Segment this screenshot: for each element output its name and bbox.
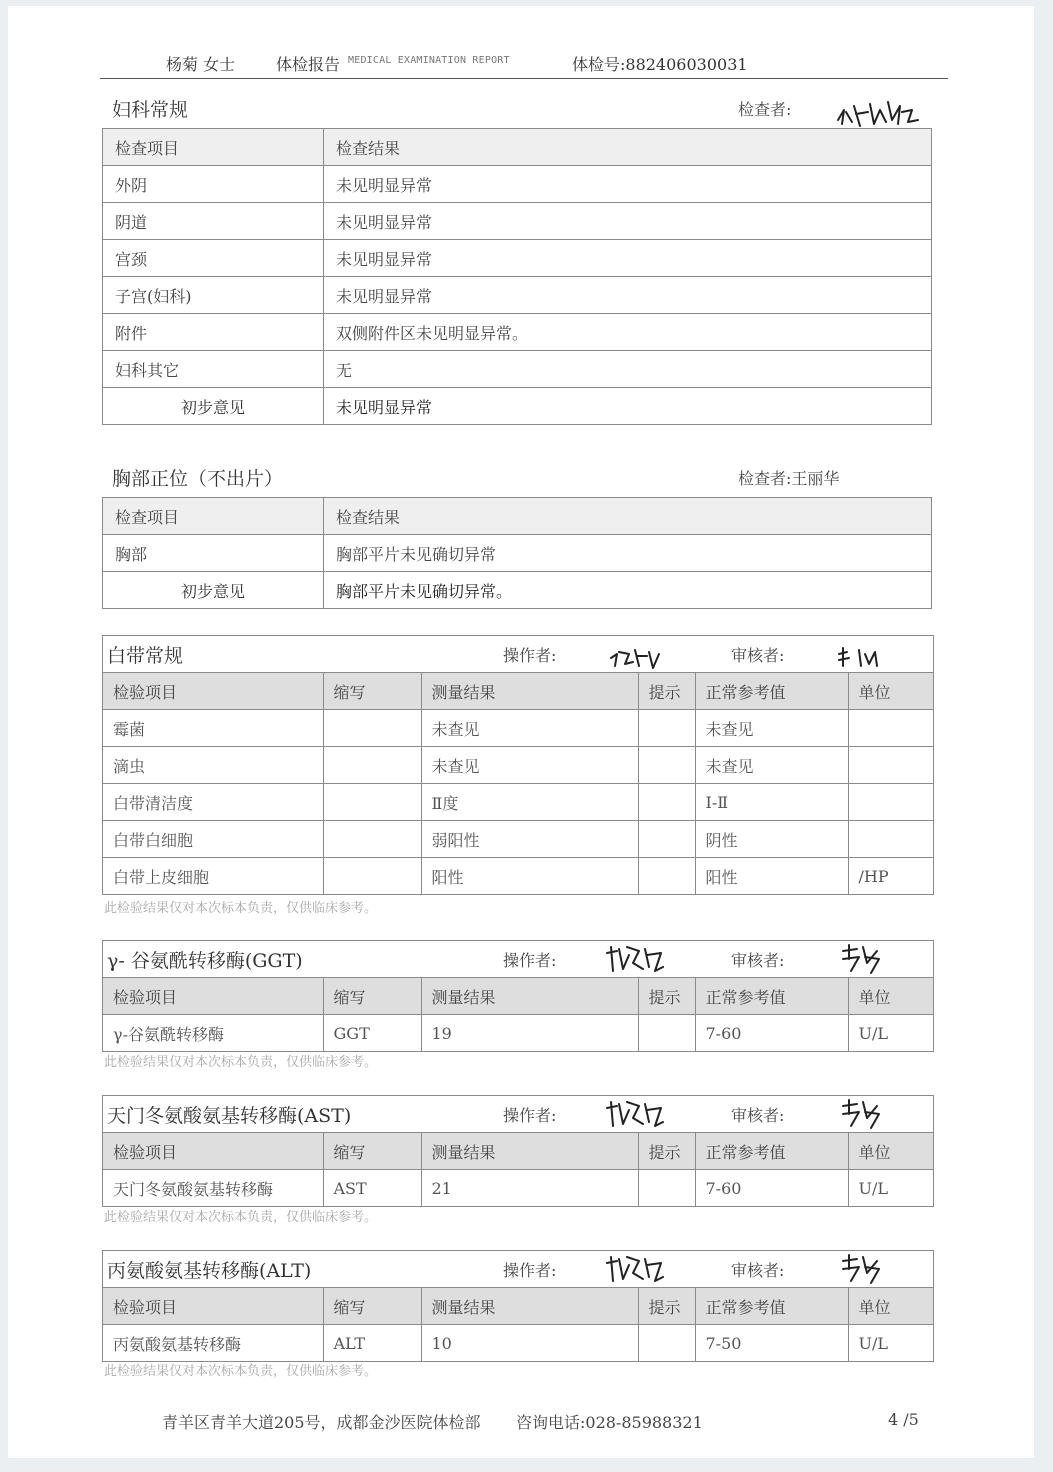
opinion-row xyxy=(103,572,932,609)
result-cell: 未见明显异常 xyxy=(324,240,932,277)
opinion-label: 初步意见 xyxy=(103,572,324,609)
item-cell: 霉菌 xyxy=(103,710,323,747)
abbr-cell xyxy=(323,858,421,895)
result-cell: 未查见 xyxy=(421,710,638,747)
header-cell: 测量结果 xyxy=(421,978,638,1015)
ast-panel xyxy=(102,1095,934,1207)
operator-signature xyxy=(603,1098,667,1130)
ggt-panel xyxy=(102,940,934,1052)
table-row xyxy=(103,166,932,203)
abbr-cell: AST xyxy=(323,1170,421,1207)
abbr-cell xyxy=(323,747,421,784)
header-cell: 正常参考值 xyxy=(695,978,848,1015)
patient-name: 杨菊 女士 xyxy=(166,55,236,74)
panel-title: 丙氨酸氨基转移酶(ALT) xyxy=(107,1260,312,1282)
operator-label: 操作者: xyxy=(503,951,557,970)
gyn-examiner-label: 检查者: xyxy=(738,100,792,119)
header-cell: 检验项目 xyxy=(103,978,323,1015)
result-cell: 未查见 xyxy=(421,747,638,784)
unit-cell xyxy=(848,784,933,821)
exam-number: 体检号:882406030031 xyxy=(572,55,748,74)
ast-table xyxy=(103,1133,933,1206)
header-cell: 检查项目 xyxy=(103,129,324,166)
chest-section-title: 胸部正位（不出片） xyxy=(112,468,284,490)
report-title: 体检报告 xyxy=(276,55,341,74)
table-header-row xyxy=(103,1288,933,1325)
reviewer-signature xyxy=(839,1098,883,1130)
hint-cell xyxy=(638,1015,695,1052)
header-cell: 提示 xyxy=(638,1288,695,1325)
item-cell: 丙氨酸氨基转移酶 xyxy=(103,1325,323,1362)
abbr-cell: GGT xyxy=(323,1015,421,1052)
result-cell: 10 xyxy=(421,1325,638,1362)
unit-cell xyxy=(848,821,933,858)
footer-address: 青羊区青羊大道205号，成都金沙医院体检部 xyxy=(162,1413,481,1432)
table-header-row xyxy=(103,1133,933,1170)
reviewer-label: 审核者: xyxy=(731,1106,785,1125)
footer-phone: 咨询电话:028-85988321 xyxy=(516,1413,703,1432)
unit-cell: U/L xyxy=(848,1015,933,1052)
hint-cell xyxy=(638,747,695,784)
gyn-section-title: 妇科常规 xyxy=(112,99,189,121)
header-cell: 正常参考值 xyxy=(695,1288,848,1325)
chest-examiner: 检查者:王丽华 xyxy=(738,469,840,488)
reference-cell: Ⅰ-Ⅱ xyxy=(695,784,848,821)
header-cell: 检验项目 xyxy=(103,1288,323,1325)
hint-cell xyxy=(638,1170,695,1207)
table-row xyxy=(103,1325,933,1362)
table-row xyxy=(103,1015,933,1052)
table-row xyxy=(103,314,932,351)
item-cell: 阴道 xyxy=(103,203,324,240)
table-row xyxy=(103,203,932,240)
reviewer-label: 审核者: xyxy=(731,1261,785,1280)
chest-table xyxy=(102,497,932,609)
leukorrhea-table xyxy=(103,673,933,894)
header-cell: 单位 xyxy=(848,1133,933,1170)
reference-cell: 7-50 xyxy=(695,1325,848,1362)
abbr-cell xyxy=(323,784,421,821)
item-cell: 外阴 xyxy=(103,166,324,203)
alt-panel xyxy=(102,1250,934,1362)
opinion-row xyxy=(103,388,932,425)
reviewer-signature xyxy=(839,1253,883,1285)
item-cell: 宫颈 xyxy=(103,240,324,277)
item-cell: 附件 xyxy=(103,314,324,351)
panel-title-row xyxy=(103,941,933,978)
result-cell: 胸部平片未见确切异常 xyxy=(324,535,932,572)
opinion-label: 初步意见 xyxy=(103,388,324,425)
header-cell: 检验项目 xyxy=(103,1133,323,1170)
header-cell: 单位 xyxy=(848,673,933,710)
header-cell: 缩写 xyxy=(323,1288,421,1325)
header-cell: 检查结果 xyxy=(324,498,932,535)
result-cell: 阳性 xyxy=(421,858,638,895)
opinion-value: 未见明显异常 xyxy=(324,388,932,425)
leukorrhea-panel xyxy=(102,635,934,895)
result-cell: Ⅱ度 xyxy=(421,784,638,821)
item-cell: 滴虫 xyxy=(103,747,323,784)
unit-cell: U/L xyxy=(848,1325,933,1362)
header-cell: 提示 xyxy=(638,1133,695,1170)
abbr-cell xyxy=(323,710,421,747)
table-header-row xyxy=(103,498,932,535)
result-cell: 双侧附件区未见明显异常。 xyxy=(324,314,932,351)
result-cell: 19 xyxy=(421,1015,638,1052)
header-cell: 提示 xyxy=(638,978,695,1015)
page-number: 4 /5 xyxy=(888,1410,919,1429)
reviewer-signature xyxy=(835,644,885,672)
reviewer-label: 审核者: xyxy=(731,646,785,665)
operator-label: 操作者: xyxy=(503,646,557,665)
item-cell: 白带上皮细胞 xyxy=(103,858,323,895)
operator-signature xyxy=(603,1253,667,1285)
result-cell: 未见明显异常 xyxy=(324,166,932,203)
panel-title: 白带常规 xyxy=(107,645,184,667)
panel-title: γ- 谷氨酰转移酶(GGT) xyxy=(107,950,303,972)
item-cell: 妇科其它 xyxy=(103,351,324,388)
reference-cell: 7-60 xyxy=(695,1170,848,1207)
item-cell: 天门冬氨酸氨基转移酶 xyxy=(103,1170,323,1207)
result-cell: 21 xyxy=(421,1170,638,1207)
reference-cell: 7-60 xyxy=(695,1015,848,1052)
table-row xyxy=(103,351,932,388)
operator-signature xyxy=(603,943,667,975)
header-cell: 缩写 xyxy=(323,1133,421,1170)
item-cell: γ-谷氨酰转移酶 xyxy=(103,1015,323,1052)
panel-title-row xyxy=(103,1251,933,1288)
panel-title-row xyxy=(103,1096,933,1133)
header-cell: 提示 xyxy=(638,673,695,710)
table-row xyxy=(103,858,933,895)
header-cell: 缩写 xyxy=(323,673,421,710)
header-cell: 测量结果 xyxy=(421,1288,638,1325)
opinion-value: 胸部平片未见确切异常。 xyxy=(324,572,932,609)
table-header-row xyxy=(103,129,932,166)
header-cell: 缩写 xyxy=(323,978,421,1015)
header-cell: 检验项目 xyxy=(103,673,323,710)
panel-title-row xyxy=(103,636,933,673)
reference-cell: 未查见 xyxy=(695,747,848,784)
item-cell: 胸部 xyxy=(103,535,324,572)
panel-title: 天门冬氨酸氨基转移酶(AST) xyxy=(107,1105,352,1127)
table-row xyxy=(103,747,933,784)
gyn-examiner-signature xyxy=(834,92,924,132)
result-cell: 弱阳性 xyxy=(421,821,638,858)
ggt-table xyxy=(103,978,933,1051)
disclaimer-note: 此检验结果仅对本次标本负责，仅供临床参考。 xyxy=(104,1210,378,1225)
header-cell: 测量结果 xyxy=(421,1133,638,1170)
reference-cell: 未查见 xyxy=(695,710,848,747)
header-cell: 检查结果 xyxy=(324,129,932,166)
abbr-cell: ALT xyxy=(323,1325,421,1362)
table-row xyxy=(103,821,933,858)
table-header-row xyxy=(103,978,933,1015)
unit-cell: U/L xyxy=(848,1170,933,1207)
table-row xyxy=(103,277,932,314)
hint-cell xyxy=(638,858,695,895)
item-cell: 白带清洁度 xyxy=(103,784,323,821)
disclaimer-note: 此检验结果仅对本次标本负责，仅供临床参考。 xyxy=(104,1055,378,1070)
table-row xyxy=(103,1170,933,1207)
reference-cell: 阳性 xyxy=(695,858,848,895)
hint-cell xyxy=(638,1325,695,1362)
disclaimer-note: 此检验结果仅对本次标本负责，仅供临床参考。 xyxy=(104,901,378,916)
item-cell: 子宫(妇科) xyxy=(103,277,324,314)
hint-cell xyxy=(638,784,695,821)
header-cell: 单位 xyxy=(848,1288,933,1325)
result-cell: 未见明显异常 xyxy=(324,277,932,314)
disclaimer-note: 此检验结果仅对本次标本负责，仅供临床参考。 xyxy=(104,1364,378,1379)
item-cell: 白带白细胞 xyxy=(103,821,323,858)
header-cell: 检查项目 xyxy=(103,498,324,535)
abbr-cell xyxy=(323,821,421,858)
result-cell: 未见明显异常 xyxy=(324,203,932,240)
unit-cell: /HP xyxy=(848,858,933,895)
alt-table xyxy=(103,1288,933,1361)
result-cell: 无 xyxy=(324,351,932,388)
operator-label: 操作者: xyxy=(503,1261,557,1280)
report-title-en: MEDICAL EXAMINATION REPORT xyxy=(348,55,510,66)
hint-cell xyxy=(638,821,695,858)
reference-cell: 阴性 xyxy=(695,821,848,858)
hint-cell xyxy=(638,710,695,747)
table-row xyxy=(103,535,932,572)
header-cell: 单位 xyxy=(848,978,933,1015)
header-cell: 正常参考值 xyxy=(695,1133,848,1170)
unit-cell xyxy=(848,710,933,747)
header-cell: 正常参考值 xyxy=(695,673,848,710)
table-row xyxy=(103,710,933,747)
report-header xyxy=(100,50,948,79)
header-cell: 测量结果 xyxy=(421,673,638,710)
operator-label: 操作者: xyxy=(503,1106,557,1125)
table-row xyxy=(103,784,933,821)
reviewer-label: 审核者: xyxy=(731,951,785,970)
unit-cell xyxy=(848,747,933,784)
gyn-table xyxy=(102,128,932,425)
table-row xyxy=(103,240,932,277)
reviewer-signature xyxy=(839,943,883,975)
table-header-row xyxy=(103,673,933,710)
operator-signature xyxy=(607,644,667,672)
